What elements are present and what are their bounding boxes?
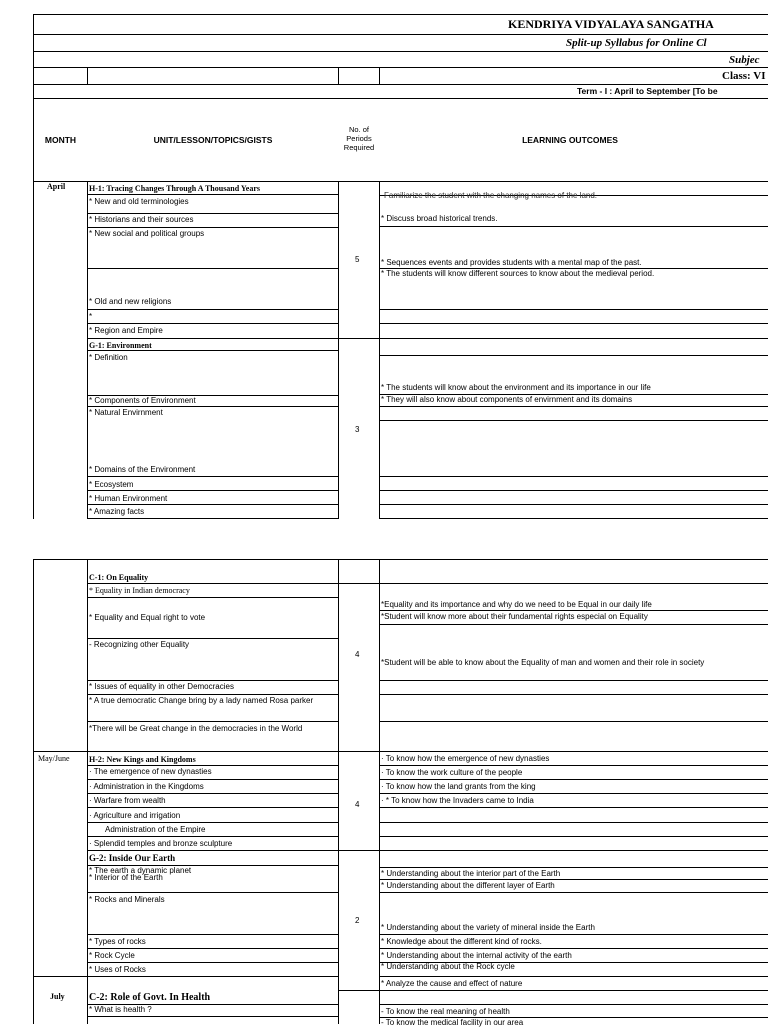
unit-title-c2: C-2: Role of Govt. In Health — [89, 992, 211, 1003]
topic-row: * Equality in Indian democracy — [89, 586, 190, 595]
topic-row: Administration of the Empire — [105, 825, 206, 834]
outcome-row: *Equality and its importance and why do we need to be Equal in our daily life — [381, 600, 652, 609]
grid-line — [379, 518, 768, 519]
outcome-row: · To know how the land grants from the king — [381, 782, 536, 791]
grid-line — [87, 559, 88, 1024]
grid-line — [87, 721, 339, 722]
topic-row: * Historians and their sources — [89, 215, 194, 224]
grid-line — [87, 807, 339, 808]
topic-row: * Rock Cycle — [89, 951, 135, 960]
unit-title-g1: G-1: Environment — [89, 341, 152, 350]
grid-line — [338, 990, 768, 991]
grid-line — [379, 406, 768, 407]
grid-line — [87, 850, 768, 851]
topic-row: * Rocks and Minerals — [89, 895, 165, 904]
periods-g2: 2 — [355, 916, 360, 925]
class-label: Class: VI — [722, 70, 766, 82]
grid-line — [379, 624, 768, 625]
outcome-row: - To know the real meaning of health — [381, 1007, 510, 1016]
unit-title-c1: C-1: On Equality — [89, 573, 149, 582]
topic-row: * New and old terminologies — [89, 197, 189, 206]
topic-row: * Uses of Rocks — [89, 965, 146, 974]
grid-line — [379, 836, 768, 837]
topic-row: · Administration in the Kingdoms — [89, 782, 204, 791]
grid-line — [379, 934, 768, 935]
grid-line — [338, 559, 339, 1024]
grid-line — [87, 638, 339, 639]
grid-line — [33, 559, 34, 1024]
column-header-periods: No. of Periods Required — [343, 125, 375, 152]
grid-line — [379, 822, 768, 823]
topic-row: * Types of rocks — [89, 937, 146, 946]
grid-line — [87, 694, 339, 695]
grid-line — [87, 962, 339, 963]
grid-line — [379, 765, 768, 766]
periods-h2: 4 — [355, 800, 360, 809]
topic-row: * Issues of equality in other Democracies — [89, 682, 234, 691]
grid-line — [379, 490, 768, 491]
grid-line — [87, 765, 339, 766]
outcome-row: * Knowledge about the different kind of rocks. — [381, 937, 542, 946]
topic-row: * Human Environment — [89, 494, 168, 503]
grid-line — [379, 559, 380, 1024]
grid-line — [87, 680, 339, 681]
grid-line — [379, 694, 768, 695]
org-title: KENDRIYA VIDYALAYA SANGATHA — [508, 17, 714, 31]
outcome-row: * Analyze the cause and effect of nature — [381, 979, 523, 988]
grid-line — [87, 892, 339, 893]
grid-line — [87, 822, 339, 823]
outcome-row: *Student will be able to know about the Equality of man and women and their role in society — [381, 658, 705, 667]
grid-line — [87, 268, 339, 269]
topic-row: * Equality and Equal right to vote — [89, 613, 206, 622]
topic-row: * Ecosystem — [89, 480, 134, 489]
column-header-outcomes: LEARNING OUTCOMES — [522, 135, 618, 145]
grid-line — [379, 879, 768, 880]
grid-line — [87, 779, 339, 780]
outcome-row: * Understanding about the internal activity of the earth — [381, 951, 572, 960]
grid-line — [379, 476, 768, 477]
grid-line — [379, 67, 380, 84]
outcome-row: * Understanding about the Rock cycle — [381, 962, 515, 971]
grid-line — [33, 559, 768, 560]
topic-row: · The emergence of new dynasties — [89, 767, 212, 776]
outcome-row: * Discuss broad historical trends. — [381, 214, 498, 223]
grid-line — [379, 323, 768, 324]
topic-row: * The earth a dynamic planet — [89, 866, 192, 875]
grid-line — [338, 67, 339, 84]
grid-line — [379, 948, 768, 949]
periods-g1: 3 — [355, 425, 360, 434]
grid-line — [33, 976, 339, 977]
grid-line — [33, 51, 768, 52]
topic-row: - Recognizing other Equality — [89, 640, 190, 649]
unit-title-h1: H-1: Tracing Changes Through A Thousand Years — [89, 184, 261, 193]
grid-line — [87, 476, 339, 477]
topic-row: * Region and Empire — [89, 326, 163, 335]
outcome-row: * Sequences events and provides students with a mental map of the past. — [381, 258, 642, 267]
grid-line — [379, 779, 768, 780]
outcome-row: * Understanding about the interior part of the Earth — [381, 869, 561, 878]
unit-title-h2: H-2: New Kings and Kingdoms — [89, 755, 196, 764]
outcome-row: * The students will know different sources to know about the medieval period. — [381, 269, 655, 278]
grid-line — [379, 680, 768, 681]
topic-row: * A true democratic Change bring by a lady named Rosa parker — [89, 696, 314, 705]
topic-row: · Splendid temples and bronze sculpture — [89, 839, 233, 848]
month-april: April — [47, 182, 66, 191]
syllabus-title: Split-up Syllabus for Online Cl — [566, 37, 707, 49]
grid-line — [87, 583, 339, 584]
grid-line — [33, 84, 768, 85]
grid-line — [87, 934, 339, 935]
month-may-june: May/June — [38, 754, 70, 763]
grid-line — [87, 406, 339, 407]
outcome-row: * They will also know about components of envirnment and its domains — [381, 395, 633, 404]
grid-line — [33, 14, 768, 15]
outcome-row: · To know the work culture of the people — [381, 768, 523, 777]
grid-line — [87, 323, 339, 324]
grid-line — [87, 597, 339, 598]
topic-row: * What is health ? — [89, 1005, 152, 1014]
grid-line — [87, 836, 339, 837]
grid-line — [33, 181, 768, 182]
outcome-row: * The students will know about the environment and its importance in our life — [381, 383, 651, 392]
grid-line — [87, 490, 339, 491]
topic-row: * New social and political groups — [89, 229, 205, 238]
grid-line — [33, 34, 768, 35]
topic-row: *There will be Great change in the democracies in the World — [89, 724, 303, 733]
grid-line — [87, 338, 339, 339]
grid-line — [379, 721, 768, 722]
outcome-row: - To know the medical facility in our area — [381, 1018, 524, 1027]
column-header-unit: UNIT/LESSON/TOPICS/GISTS — [153, 135, 273, 145]
grid-line — [379, 504, 768, 505]
outcome-row: * Understanding about the variety of mineral inside the Earth — [381, 923, 595, 932]
grid-line — [87, 194, 339, 195]
unit-title-g2: G-2: Inside Our Earth — [89, 853, 176, 863]
outcome-row: · To know how the emergence of new dynasties — [381, 754, 550, 763]
topic-row: * Natural Envirnment — [89, 408, 163, 417]
outcome-row: · * To know how the Invaders came to India — [381, 796, 534, 805]
topic-row: · Agriculture and irrigation — [89, 811, 181, 820]
grid-line — [87, 67, 88, 84]
grid-line — [379, 420, 768, 421]
month-july: July — [50, 992, 65, 1001]
grid-line — [87, 227, 339, 228]
term-label: Term - I : April to September [To be — [577, 86, 718, 96]
grid-line — [87, 309, 339, 310]
grid-line — [379, 892, 768, 893]
grid-line — [33, 14, 34, 519]
grid-line — [379, 610, 768, 611]
grid-line — [33, 98, 768, 99]
grid-line — [87, 948, 339, 949]
grid-line — [87, 1016, 339, 1017]
grid-line — [338, 583, 768, 584]
grid-line — [379, 226, 768, 227]
grid-line — [33, 67, 768, 68]
column-header-month: MONTH — [44, 135, 77, 145]
grid-line — [33, 751, 768, 752]
topic-row: · Warfare from wealth — [89, 796, 166, 805]
grid-line — [379, 181, 380, 519]
topic-row: * Components of Environment — [89, 396, 196, 405]
outcome-row: Familiarize the student with the changing names of the land. — [384, 191, 598, 200]
topic-row: * Old and new religions — [89, 297, 172, 306]
grid-line — [379, 355, 768, 356]
periods-c1: 4 — [355, 650, 360, 659]
topic-row: * — [89, 312, 93, 321]
grid-line — [379, 976, 768, 977]
grid-line — [379, 309, 768, 310]
grid-line — [379, 807, 768, 808]
grid-line — [379, 867, 768, 868]
topic-row: * Definition — [89, 353, 128, 362]
topic-row: * Amazing facts — [89, 507, 145, 516]
periods-h1: 5 — [355, 255, 360, 264]
topic-row: * Interior of the Earth — [89, 873, 163, 882]
grid-line — [379, 793, 768, 794]
topic-row: * Domains of the Environment — [89, 465, 196, 474]
outcome-row: * Understanding about the different layer of Earth — [381, 881, 555, 890]
grid-line — [379, 1004, 768, 1005]
grid-line — [338, 338, 768, 339]
grid-line — [87, 213, 339, 214]
grid-line — [87, 793, 339, 794]
grid-line — [87, 504, 339, 505]
grid-line — [87, 518, 339, 519]
subject-label: Subjec — [729, 54, 760, 66]
outcome-row: *Student will know more about their fundamental rights especial on Equality — [381, 612, 648, 621]
